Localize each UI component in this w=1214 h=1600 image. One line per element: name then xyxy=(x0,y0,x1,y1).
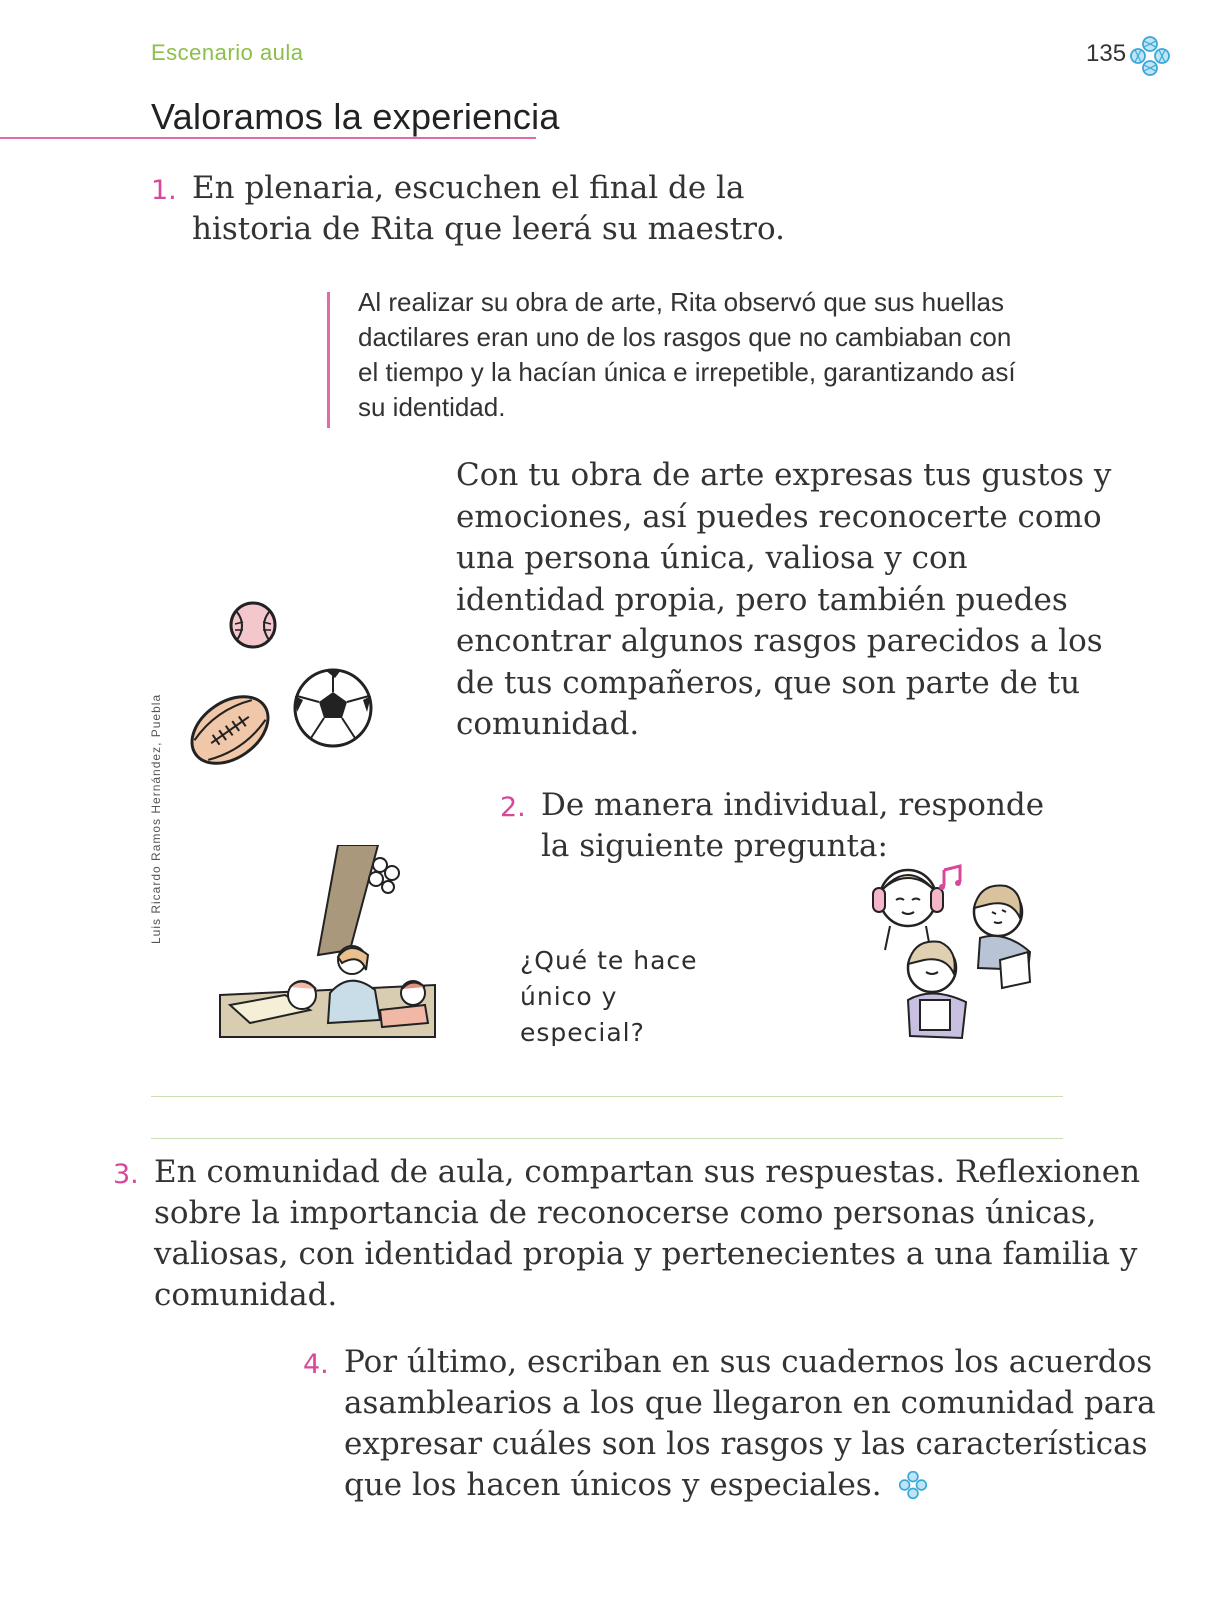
soccer-ball-icon xyxy=(295,670,371,746)
illustration-credit: Luis Ricardo Ramos Hernández, Puebla xyxy=(149,693,163,944)
item-number: 2. xyxy=(500,792,526,823)
item-text: De manera individual, responde la siguiente pregunta: xyxy=(541,787,1045,864)
title-underline xyxy=(0,137,536,139)
music-note-icon xyxy=(939,866,961,890)
item-text: En comunidad de aula, compartan sus respuestas. Reflexionen sobre la importancia de reconocerse como personas únicas, valiosas, con identidad propia y pertenecientes a una familia y comunidad. xyxy=(154,1154,1141,1313)
reflection-paragraph: Con tu obra de arte expresas tus gustos y emociones, así puedes reconocerte como una persona única, valiosa y con identidad propia, pero también puedes encontrar algunos rasgos parecidos a los de tus compañeros, que son parte de tu comunidad. xyxy=(456,457,1112,742)
answer-line[interactable] xyxy=(151,1138,1063,1139)
baseball-icon xyxy=(231,603,275,647)
kid-with-headphones xyxy=(873,870,943,950)
football-icon xyxy=(185,683,280,777)
quote-bar xyxy=(327,292,330,428)
balls-illustration xyxy=(185,600,385,790)
kid-writing xyxy=(974,885,1030,988)
answer-line[interactable] xyxy=(151,1096,1063,1097)
question-prompt: ¿Qué te hace único y especial? xyxy=(520,946,698,1047)
section-header: Escenario aula xyxy=(151,40,304,65)
item-text: En plenaria, escuchen el final de la historia de Rita que leerá su maestro. xyxy=(192,170,785,247)
activity-item-3 xyxy=(113,1152,1154,1316)
item-number: 3. xyxy=(113,1159,139,1190)
child-sitting xyxy=(328,946,380,1023)
item-number: 1. xyxy=(151,175,177,206)
activity-item-2 xyxy=(500,785,1081,867)
item-text: Por último, escriban en sus cuadernos los acuerdos asamblearios a los que llegaron en comunidad para expresar cuáles son los rasgos y las características que los hacen únicos y especiales. xyxy=(344,1344,1156,1503)
three-kids-illustration xyxy=(870,860,1055,1045)
page-title: Valoramos la experiencia xyxy=(151,96,560,137)
item-number: 4. xyxy=(303,1349,329,1380)
activity-item-1 xyxy=(151,168,812,250)
flower-emblem-icon xyxy=(899,1471,927,1499)
kid-reading xyxy=(908,941,966,1038)
page-number: 135 xyxy=(1086,40,1127,67)
story-quote: Al realizar su obra de arte, Rita observó que sus huellas dactilares eran uno de los rasgos que no cambiaban con el tiempo y la hacían única e irrepetible, garantizando así su identidad. xyxy=(358,287,1016,422)
children-tree-illustration xyxy=(210,845,445,1040)
activity-item-4 xyxy=(303,1342,1204,1506)
flower-emblem-icon xyxy=(1130,36,1170,76)
